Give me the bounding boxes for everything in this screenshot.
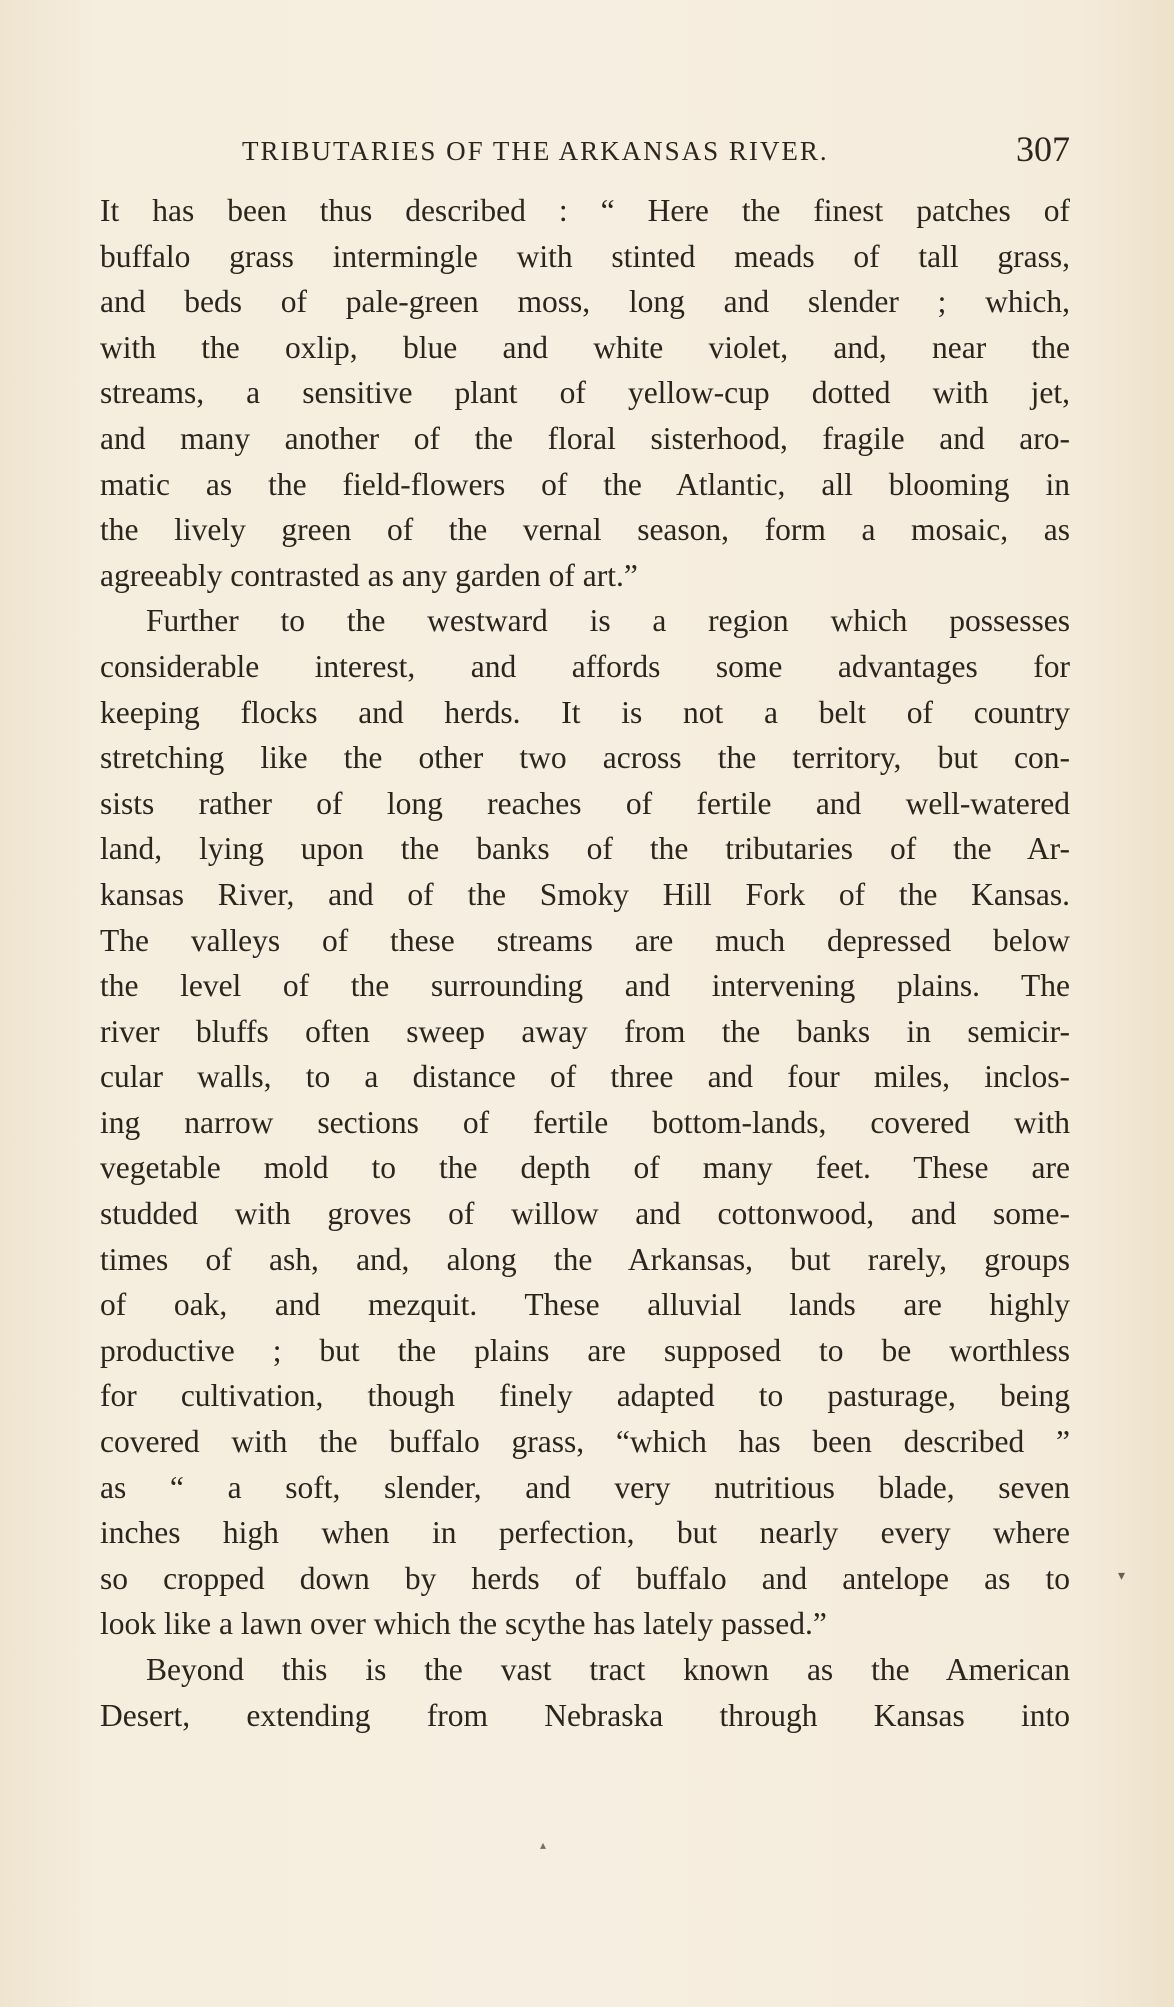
text-line: stretching like the other two across the territory, but con-	[100, 740, 1070, 776]
text-line: productive ; but the plains are supposed to be worthless	[100, 1332, 1070, 1368]
text-line: cular walls, to a distance of three and four miles, inclos-	[100, 1059, 1070, 1095]
text-line: ing narrow sections of fertile bottom-lands, covered with	[100, 1104, 1070, 1140]
text-line: land, lying upon the banks of the tributaries of the Ar-	[100, 831, 1070, 867]
text-line: the lively green of the vernal season, form a mosaic, as	[100, 512, 1070, 548]
text-line: with the oxlip, blue and white violet, and, near the	[100, 329, 1070, 365]
text-line: of oak, and mezquit. These alluvial lands are highly	[100, 1287, 1070, 1323]
text-line: It has been thus described : “ Here the finest patches of	[100, 193, 1070, 228]
text-line: and beds of pale-green moss, long and slender ; which,	[100, 284, 1070, 320]
running-head: TRIBUTARIES OF THE ARKANSAS RIVER.	[242, 136, 829, 166]
text-line: times of ash, and, along the Arkansas, but rarely, groups	[100, 1241, 1070, 1277]
text-line: agreeably contrasted as any garden of art.”	[100, 557, 638, 593]
text-line: inches high when in perfection, but nearly every where	[100, 1515, 1070, 1551]
text-line: The valleys of these streams are much depressed below	[100, 922, 1070, 958]
text-line: and many another of the floral sisterhood, fragile and aro-	[100, 420, 1070, 456]
body-text	[100, 188, 1070, 1738]
page-number: 307	[1016, 129, 1070, 169]
margin-mark-icon: ▾	[1118, 1568, 1126, 1584]
text-line: kansas River, and of the Smoky Hill Fork of the Kansas.	[100, 876, 1070, 912]
text-line: as “ a soft, slender, and very nutritious blade, seven	[100, 1469, 1070, 1505]
text-line: sists rather of long reaches of fertile and well-watered	[100, 785, 1070, 821]
text-line: for cultivation, though finely adapted to pasturage, being	[100, 1378, 1070, 1414]
text-line: matic as the field-flowers of the Atlantic, all blooming in	[100, 466, 1070, 502]
text-line: so cropped down by herds of buffalo and antelope as to	[100, 1560, 1070, 1596]
text-line: studded with groves of willow and cottonwood, and some-	[100, 1196, 1070, 1232]
text-line: streams, a sensitive plant of yellow-cup dotted with jet,	[100, 375, 1070, 411]
foot-mark-icon: ▴	[540, 1838, 547, 1852]
text-line: buffalo grass intermingle with stinted meads of tall grass,	[100, 238, 1070, 274]
text-line: look like a lawn over which the scythe has lately passed.”	[100, 1606, 827, 1642]
text-line: covered with the buffalo grass, “which has been described ”	[100, 1424, 1070, 1460]
text-line: the level of the surrounding and intervening plains. The	[100, 968, 1070, 1004]
text-line: considerable interest, and affords some advantages for	[100, 648, 1070, 684]
text-line: vegetable mold to the depth of many feet. These are	[100, 1150, 1070, 1186]
text-line: Beyond this is the vast tract known as the American	[146, 1652, 1070, 1687]
page-header	[100, 128, 1070, 178]
text-line: river bluffs often sweep away from the banks in semicir-	[100, 1013, 1070, 1049]
text-line: keeping flocks and herds. It is not a belt of country	[100, 694, 1070, 730]
text-line: Further to the westward is a region which possesses	[146, 603, 1070, 639]
text-line: Desert, extending from Nebraska through Kansas into	[100, 1697, 1070, 1733]
